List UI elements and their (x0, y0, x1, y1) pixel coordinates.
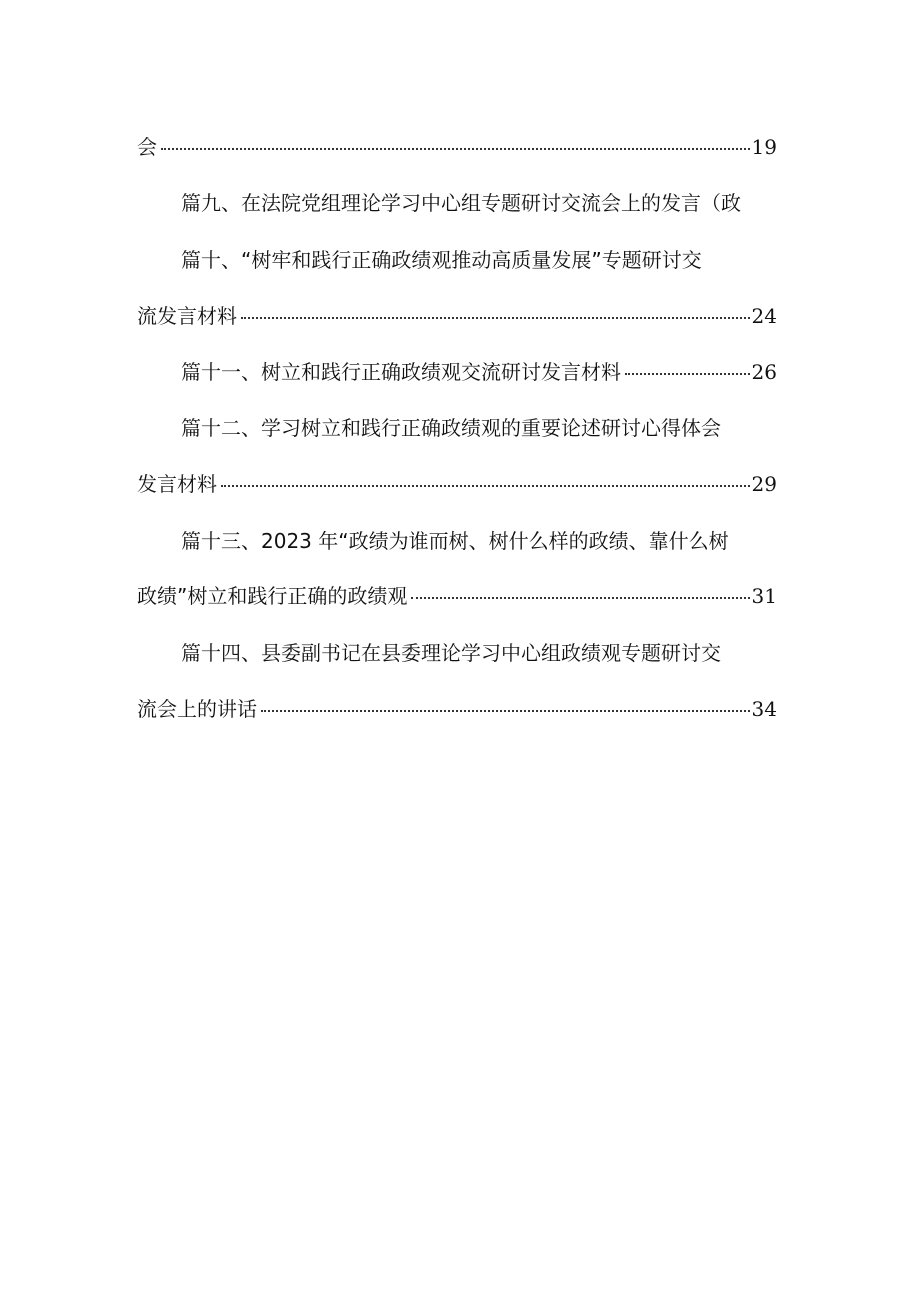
dot-leader (221, 483, 750, 487)
toc-entry-text: 发言材料 (137, 472, 217, 496)
toc-entry-text: 篇十二、学习树立和践行正确政绩观的重要论述研讨心得体会 (181, 416, 721, 440)
toc-entry-text: 流会上的讲话 (137, 697, 257, 721)
toc-page-number: 29 (751, 472, 777, 496)
toc-entry-text: 篇十四、县委副书记在县委理论学习中心组政绩观专题研讨交 (181, 641, 721, 665)
toc-entry-text: 流发言材料 (137, 304, 237, 328)
toc-entry (137, 581, 777, 611)
toc-entry-text: 会 (137, 135, 157, 159)
toc-entry-text: 篇十一、树立和践行正确政绩观交流研讨发言材料 (181, 360, 621, 384)
toc-entry-text: 篇九、在法院党组理论学习中心组专题研讨交流会上的发言（政 (181, 191, 741, 215)
toc-entry-text: 篇十三、2023 年“政绩为谁而树、树什么样的政绩、靠什么树 (181, 529, 729, 553)
toc-entry (181, 357, 777, 387)
dot-leader (261, 708, 750, 712)
dot-leader (625, 371, 750, 375)
dot-leader (411, 595, 749, 599)
toc-entry (137, 469, 777, 499)
toc-entry-text: 政绩”树立和践行正确的政绩观 (137, 584, 408, 608)
toc-entry (181, 188, 777, 218)
toc-entry (181, 638, 777, 668)
dot-leader (241, 315, 750, 319)
toc-entry (137, 132, 777, 162)
toc-entry (137, 301, 777, 331)
toc-entry (181, 526, 777, 556)
toc-entry (137, 694, 777, 724)
toc-page-number: 26 (751, 360, 777, 384)
toc-entry (181, 245, 777, 275)
toc-page-number: 19 (751, 135, 777, 159)
dot-leader (161, 146, 750, 150)
toc-page-number: 31 (751, 584, 777, 608)
toc-page-number: 24 (751, 304, 777, 328)
toc-entry-text: 篇十、“树牢和践行正确政绩观推动高质量发展”专题研讨交 (181, 248, 702, 272)
toc-entry (181, 413, 777, 443)
toc-page-number: 34 (751, 697, 777, 721)
